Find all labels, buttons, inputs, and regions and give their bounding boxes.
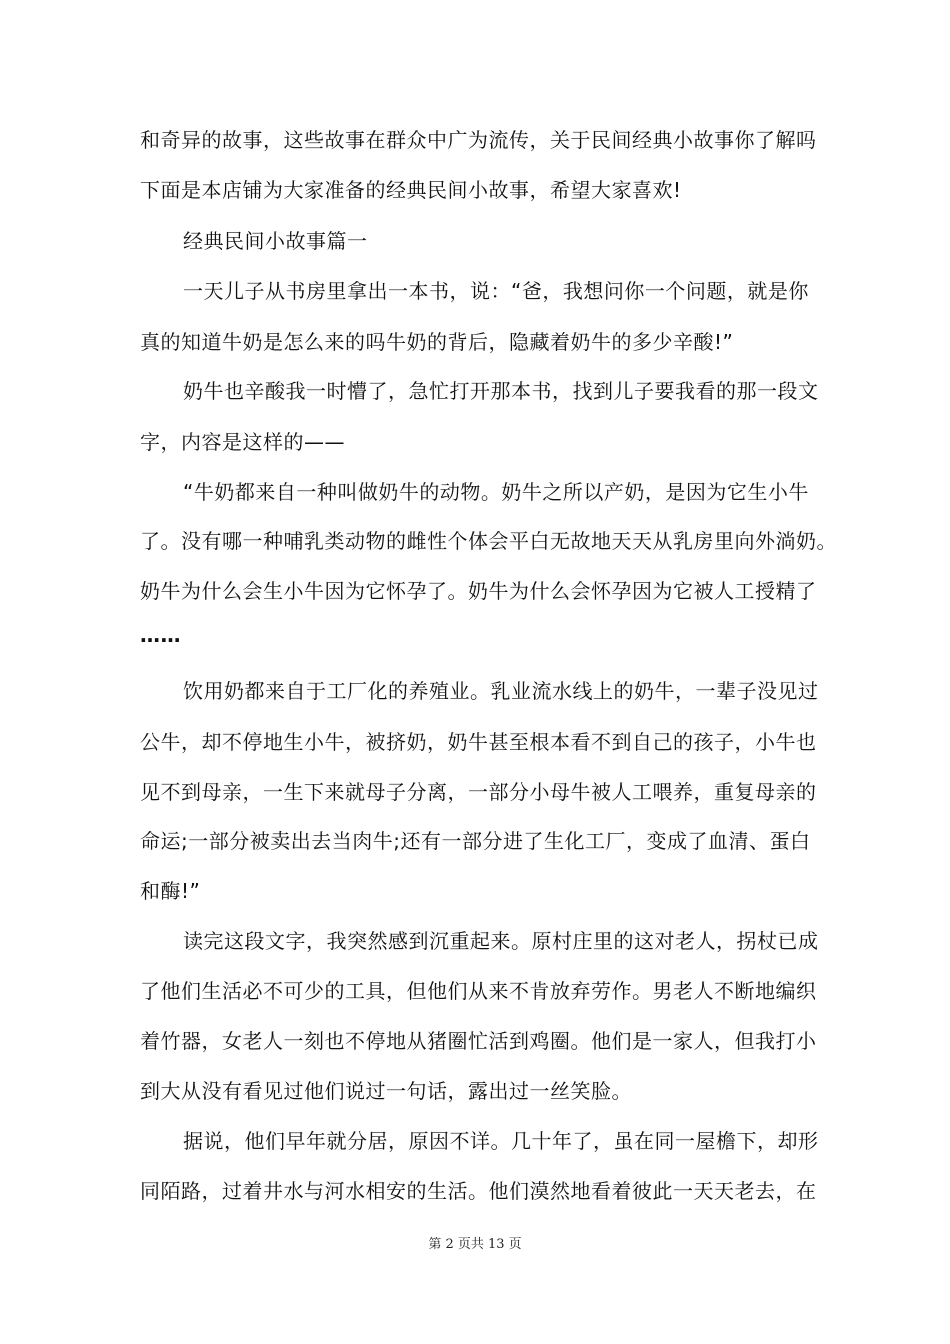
text-line: 公牛，却不停地生小牛，被挤奶，奶牛甚至根本看不到自己的孩子，小牛也	[140, 730, 817, 754]
page-number: 第 2 页共 13 页	[428, 1237, 522, 1252]
text-line: ……	[140, 623, 181, 647]
section-heading: 经典民间小故事篇一	[183, 229, 368, 253]
text-line: 命运;一部分被卖出去当肉牛;还有一部分进了生化工厂，变成了血清、蛋白	[140, 829, 811, 853]
text-line: 和奇异的故事，这些故事在群众中广为流传，关于民间经典小故事你了解吗	[140, 128, 817, 152]
text-line: 见不到母亲，一生下来就母子分离，一部分小母牛被人工喂养，重复母亲的	[140, 780, 817, 804]
text-line: 据说，他们早年就分居，原因不详。几十年了，虽在同一屋檐下，却形	[183, 1129, 819, 1153]
text-line: 同陌路，过着井水与河水相安的生活。他们漠然地看着彼此一天天老去，在	[140, 1179, 817, 1203]
text-line: 一天儿子从书房里拿出一本书，说：“爸，我想问你一个问题，就是你	[183, 279, 809, 303]
text-line: 字，内容是这样的——	[140, 430, 345, 454]
text-line: 到大从没有看见过他们说过一句话，露出过一丝笑脸。	[140, 1079, 632, 1103]
text-line: 奶牛为什么会生小牛因为它怀孕了。奶牛为什么会怀孕因为它被人工授精了	[140, 579, 817, 603]
text-line: 着竹器，女老人一刻也不停地从猪圈忙活到鸡圈。他们是一家人，但我打小	[140, 1029, 817, 1053]
text-line: 读完这段文字，我突然感到沉重起来。原村庄里的这对老人，拐杖已成	[183, 929, 819, 953]
text-line: 真的知道牛奶是怎么来的吗牛奶的背后，隐藏着奶牛的多少辛酸!”	[140, 330, 734, 354]
text-line: 饮用奶都来自于工厂化的养殖业。乳业流水线上的奶牛，一辈子没见过	[183, 679, 819, 703]
text-line: 下面是本店铺为大家准备的经典民间小故事，希望大家喜欢!	[140, 178, 682, 202]
text-line: “牛奶都来自一种叫做奶牛的动物。奶牛之所以产奶，是因为它生小牛	[183, 480, 809, 504]
text-line: 奶牛也辛酸我一时懵了，急忙打开那本书，找到儿子要我看的那一段文	[183, 379, 819, 403]
text-line: 了。没有哪一种哺乳类动物的雌性个体会平白无故地天天从乳房里向外淌奶。	[140, 529, 837, 553]
text-line: 了他们生活必不可少的工具，但他们从来不肯放弃劳作。男老人不断地编织	[140, 979, 817, 1003]
text-line: 和酶!”	[140, 879, 201, 903]
